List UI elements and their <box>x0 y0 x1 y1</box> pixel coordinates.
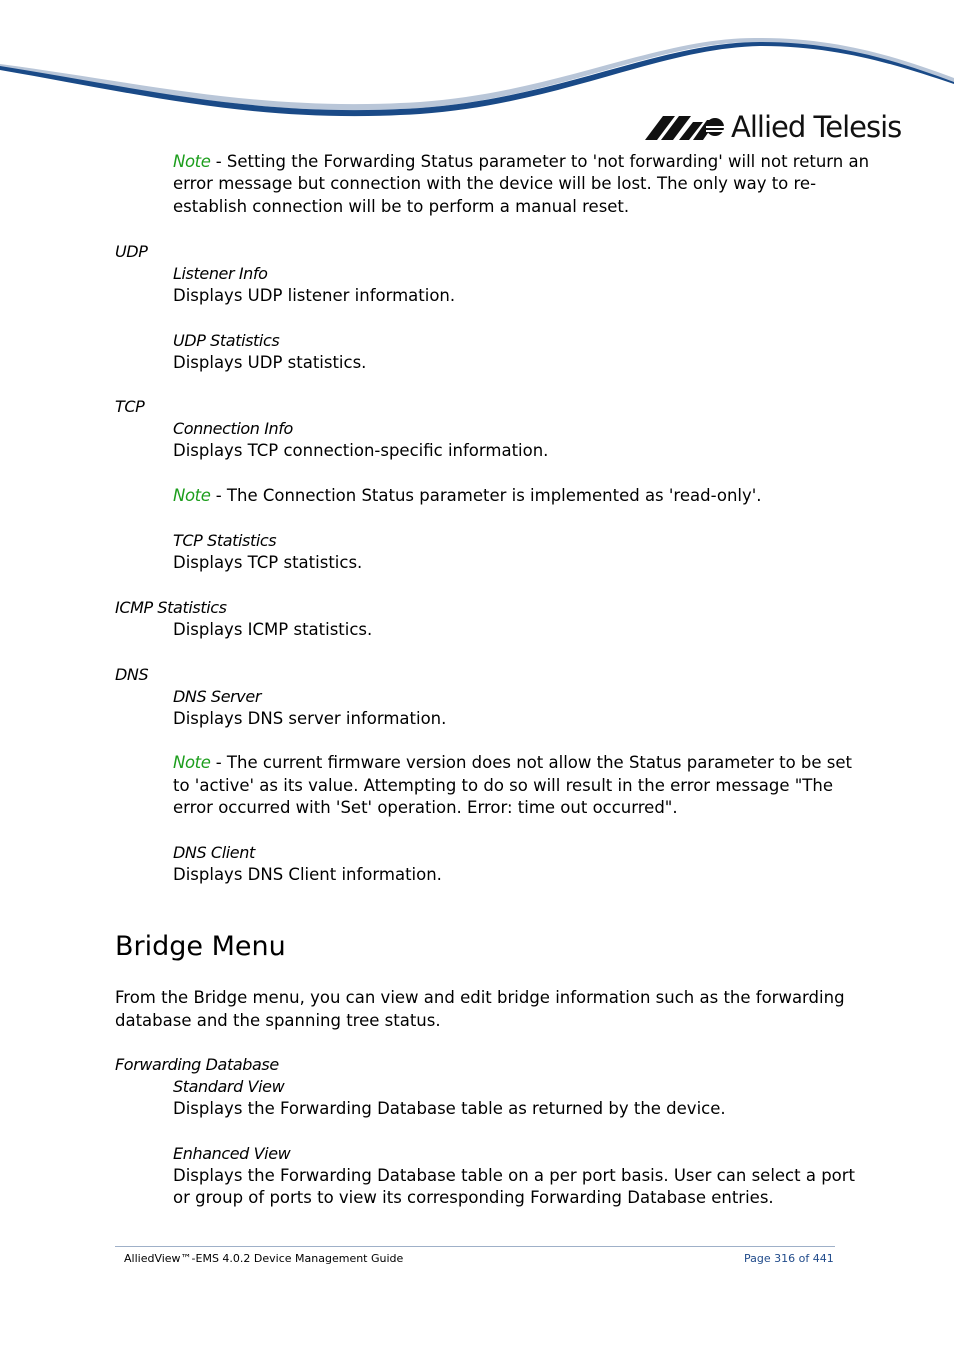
item-title-enhanced-view: Enhanced View <box>173 1144 291 1163</box>
logo-wordmark: Allied Telesis <box>731 110 902 144</box>
note-3-line-1 <box>173 752 852 774</box>
item-desc-udp-statistics: Displays UDP statistics. <box>173 353 367 372</box>
section-title-dns: DNS <box>115 665 149 684</box>
note-label: Note <box>173 486 211 505</box>
item-title-udp-statistics: UDP Statistics <box>173 331 280 350</box>
bridge-intro-line-2: database and the spanning tree status. <box>115 1011 441 1030</box>
item-title-connection-info: Connection Info <box>173 419 293 438</box>
footer-page-number: Page 316 of 441 <box>744 1252 834 1265</box>
heading-bridge-menu: Bridge Menu <box>115 931 286 962</box>
item-desc-dns-client: Displays DNS Client information. <box>173 865 442 884</box>
section-title-tcp: TCP <box>115 397 145 416</box>
note-label: Note <box>173 152 211 171</box>
note-3-line-3: error occurred with 'Set' operation. Error: time out occurred". <box>173 798 678 817</box>
item-desc-icmp-statistics: Displays ICMP statistics. <box>173 620 373 639</box>
item-desc-standard-view: Displays the Forwarding Database table as returned by the device. <box>173 1099 726 1118</box>
item-title-standard-view: Standard View <box>173 1077 285 1096</box>
note-1-line-2: error message but connection with the device will be lost. The only way to re- <box>173 174 817 193</box>
note-text: - Setting the Forwarding Status parameter to 'not forwarding' will not return an <box>210 152 870 171</box>
item-title-dns-server: DNS Server <box>173 687 262 706</box>
note-label: Note <box>173 753 211 772</box>
item-title-dns-client: DNS Client <box>173 843 255 862</box>
note-1-line-3: establish connection will be to perform a manual reset. <box>173 197 630 216</box>
item-title-tcp-statistics: TCP Statistics <box>173 531 277 550</box>
item-desc-tcp-statistics: Displays TCP statistics. <box>173 553 363 572</box>
item-title-listener-info: Listener Info <box>173 264 268 283</box>
item-desc-enhanced-view-line-2: or group of ports to view its corresponding Forwarding Database entries. <box>173 1188 774 1207</box>
item-desc-connection-info: Displays TCP connection-specific information. <box>173 441 549 460</box>
section-title-forwarding-database: Forwarding Database <box>115 1055 279 1074</box>
bridge-intro-line-1: From the Bridge menu, you can view and edit bridge information such as the forwarding <box>115 988 845 1007</box>
note-text: - The Connection Status parameter is implemented as 'read-only'. <box>210 486 762 505</box>
note-3-line-2: to 'active' as its value. Attempting to do so will result in the error message "The <box>173 776 833 795</box>
item-desc-enhanced-view-line-1: Displays the Forwarding Database table on a per port basis. User can select a port <box>173 1166 856 1185</box>
item-desc-dns-server: Displays DNS server information. <box>173 709 447 728</box>
footer-document-title: AlliedView™-EMS 4.0.2 Device Management Guide <box>124 1252 404 1265</box>
note-2-line-1 <box>173 485 762 507</box>
section-title-udp: UDP <box>115 242 148 261</box>
allied-telesis-mark-icon <box>645 112 727 142</box>
section-title-icmp-statistics: ICMP Statistics <box>115 598 227 617</box>
note-1-line-1 <box>173 151 869 173</box>
note-text: - The current firmware version does not allow the Status parameter to be set <box>210 753 853 772</box>
allied-telesis-logo <box>645 110 901 144</box>
item-desc-listener-info: Displays UDP listener information. <box>173 286 456 305</box>
footer-divider <box>115 1246 835 1247</box>
